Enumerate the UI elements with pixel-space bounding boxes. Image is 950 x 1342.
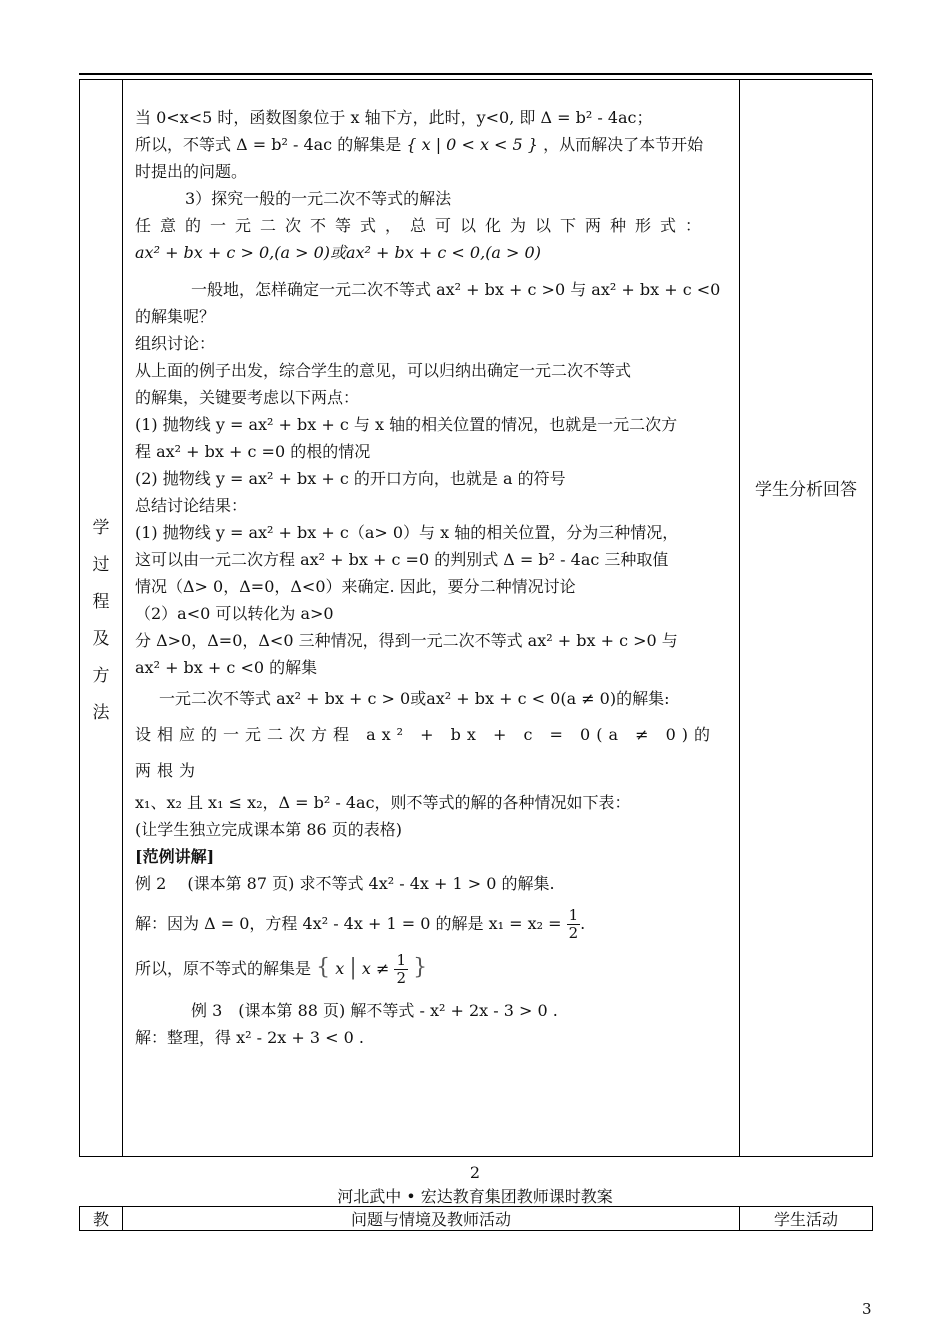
footer-title: 河北武中 • 宏达教育集团教师课时教案 [337,1187,613,1206]
text-line: 这可以由一元二次方程 ax² + bx + c =0 的判别式 Δ = b² - 4ac 三种取值 [135,550,669,569]
example-2-solution: 解：因为 Δ = 0，方程 4x² - 4x + 1 = 0 的解是 x₁ = x₂ = $\frac{1}{2}$ . [135,906,586,942]
example-3-solution: 解：整理，得 x² - 2x + 3 < 0 . [135,1028,364,1047]
left-label-char: 法 [92,703,110,723]
left-label-char: 过 [92,555,110,575]
text-line: 当 0<x<5 时，函数图象位于 x 轴下方，此时，y<0, 即 Δ = b² - 4ac； [135,108,653,127]
text-line: 一元二次不等式 ax² + bx + c > 0或ax² + bx + c < 0(a ≠ 0)的解集: [159,689,670,708]
text-line: ax² + bx + c <0 的解集 [135,658,318,677]
text-line: (2) 抛物线 y = ax² + bx + c 的开口方向，也就是 a 的符号 [135,469,566,488]
lesson-table [79,79,873,1157]
page-number: 2 [469,1163,481,1182]
text-line: 组织讨论： [135,334,216,353]
text-line: 的解集呢？ [135,307,216,326]
left-label [80,80,122,732]
section-heading: 3）探究一般的一元二次不等式的解法 [185,189,452,208]
text-line: 总结讨论结果： [135,496,248,515]
text-line: x₁、x₂ 且 x₁ ≤ x₂，Δ = b² - 4ac，则不等式的解的各种情况如下表： [135,793,631,812]
text-line: 的解集，关键要考虑以下两点： [135,388,360,407]
lesson-content [123,80,739,1051]
example-3: 例 3 (课本第 88 页) 解不等式 - x² + 2x - 3 > 0 . [191,1001,558,1020]
text-line: 设相应的一元二次方程 ax² + bx + c = 0(a ≠ 0)的两根为 [135,725,716,780]
text-line: 所以，不等式 Δ = b² - 4ac 的解集是 { x | 0 < x < 5 } ，从而解决了本节开始 [135,135,704,154]
left-label-char: 方 [92,666,110,686]
left-label-char: 程 [92,592,110,612]
example-2: 例 2 (课本第 87 页) 求不等式 4x² - 4x + 1 > 0 的解集. [135,874,555,893]
footer-col-student: 学生活动 [740,1207,873,1231]
fraction: $\frac{1}{2}$ [396,951,406,987]
solution-set: { x | 0 < x < 5 } [406,135,538,154]
text-line: 任意的一元二次不等式，总可以化为以下两种形式： [135,216,711,235]
corner-page-number: 3 [862,1300,872,1318]
text-line: 一般地，怎样确定一元二次不等式 ax² + bx + c >0 与 ax² + bx + c <0 [191,280,721,299]
left-label-cell [80,80,123,1157]
footer-header-table [79,1206,873,1231]
left-label-char: 学 [92,518,110,538]
left-label-char: 及 [92,629,110,649]
content-cell [123,80,740,1157]
text-line: 从上面的例子出发，综合学生的意见，可以归纳出确定一元二次不等式 [135,361,632,380]
text-line: 程 ax² + bx + c =0 的根的情况 [135,442,371,461]
student-activity-cell [740,80,873,1157]
top-rule [79,73,872,75]
student-activity-note: 学生分析回答 [755,480,857,500]
formula-line: ax² + bx + c > 0,(a > 0)或ax² + bx + c < 0,(a > 0) [135,243,541,262]
text-line: （2）a<0 可以转化为 a>0 [135,604,334,623]
text-line: (1) 抛物线 y = ax² + bx + c（a> 0）与 x 轴的相关位置，分为三种情况， [135,523,679,542]
example-2-answer: 所以，原不等式的解集是 { x | x ≠ $\frac{1}{2}$ } [135,951,428,987]
text-line: 分 Δ>0，Δ=0，Δ<0 三种情况，得到一元二次不等式 ax² + bx + c >0 与 [135,631,678,650]
footer-col-activity: 问题与情境及教师活动 [123,1207,740,1231]
fraction: $\frac{1}{2}$ [568,906,579,942]
footer-col-teach: 教 [80,1207,123,1231]
text-line: 情况（Δ> 0，Δ=0，Δ<0）来确定. 因此，要分二种情况讨论 [135,577,576,596]
text-line: (1) 抛物线 y = ax² + bx + c 与 x 轴的相关位置的情况，也就是一元二次方 [135,415,678,434]
examples-heading: [范例讲解] [135,847,215,866]
text-line: 时提出的问题。 [135,162,248,181]
text-line: (让学生独立完成课本第 86 页的表格) [135,820,403,839]
